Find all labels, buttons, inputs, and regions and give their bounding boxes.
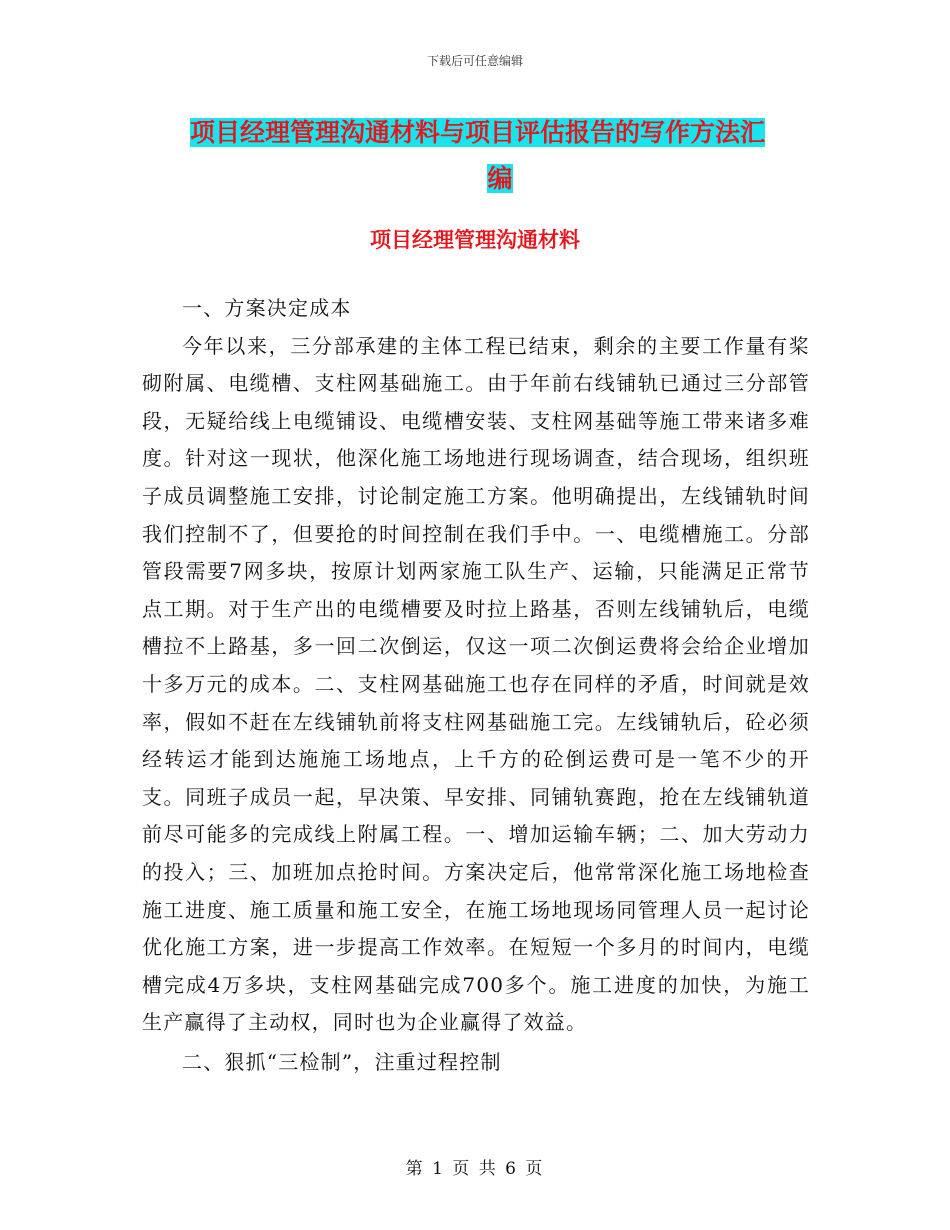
heading-2: 二、狠抓“三检制”，注重过程控制 — [182, 1049, 502, 1074]
document-title-line2-wrap — [190, 156, 810, 202]
document-title-line1: 项目经理管理沟通材料与项目评估报告的写作方法汇 — [190, 118, 766, 147]
document-title-line2: 编 — [487, 164, 513, 193]
document-title — [190, 110, 810, 202]
document-body — [142, 290, 810, 1081]
page-number: 第 1 页 共 6 页 — [405, 1159, 545, 1179]
paragraph-1: 今年以来，三分部承建的主体工程已结束，剩余的主要工作量有桨砌附属、电缆槽、支柱网基础施工。由于年前右线铺轨已通过三分部管段，无疑给线上电缆铺设、电缆槽安装、支柱网基础等施工带来诸多难度。针对这一现状，他深化施工场地进行现场调查，结合现场，组织班子成员调整施工安排，讨论制定施工方案。他明确提出，左线铺轨时间我们控制不了，但要抢的时间控制在我们手中。一、电缆槽施工。分部管段需要7网多块，按原计划两家施工队生产、运输，只能满足正常节点工期。对于生产出的电缆槽要及时拉上路基，否则左线铺轨后，电缆槽拉不上路基，多一回二次倒运，仅这一项二次倒运费将会给企业增加十多万元的成本。二、支柱网基础施工也存在同样的矛盾，时间就是效率，假如不赶在左线铺轨前将支柱网基础施工完。左线铺轨后，砼必须经转运才能到达施施工场地点，上千方的砼倒运费可是一笔不少的开支。同班子成员一起，早决策、早安排、同铺轨赛跑，抢在左线铺轨道前尽可能多的完成线上附属工程。一、增加运输车辆；二、加大劳动力的投入；三、加班加点抢时间。方案决定后，他常常深化施工场地检查施工进度、施工质量和施工安全，在施工场地现场同管理人员一起讨论优化施工方案，进一步提高工作效率。在短短一个多月的时间内，电缆槽完成4万多块，支柱网基础完成700多个。施工进度的加快，为施工生产赢得了主动权，同时也为企业赢得了效益。 — [142, 333, 810, 1035]
header-note: 下载后可任意编辑 — [426, 54, 523, 68]
heading-1: 一、方案决定成本 — [182, 296, 352, 320]
section-title: 项目经理管理沟通材料 — [370, 228, 580, 252]
